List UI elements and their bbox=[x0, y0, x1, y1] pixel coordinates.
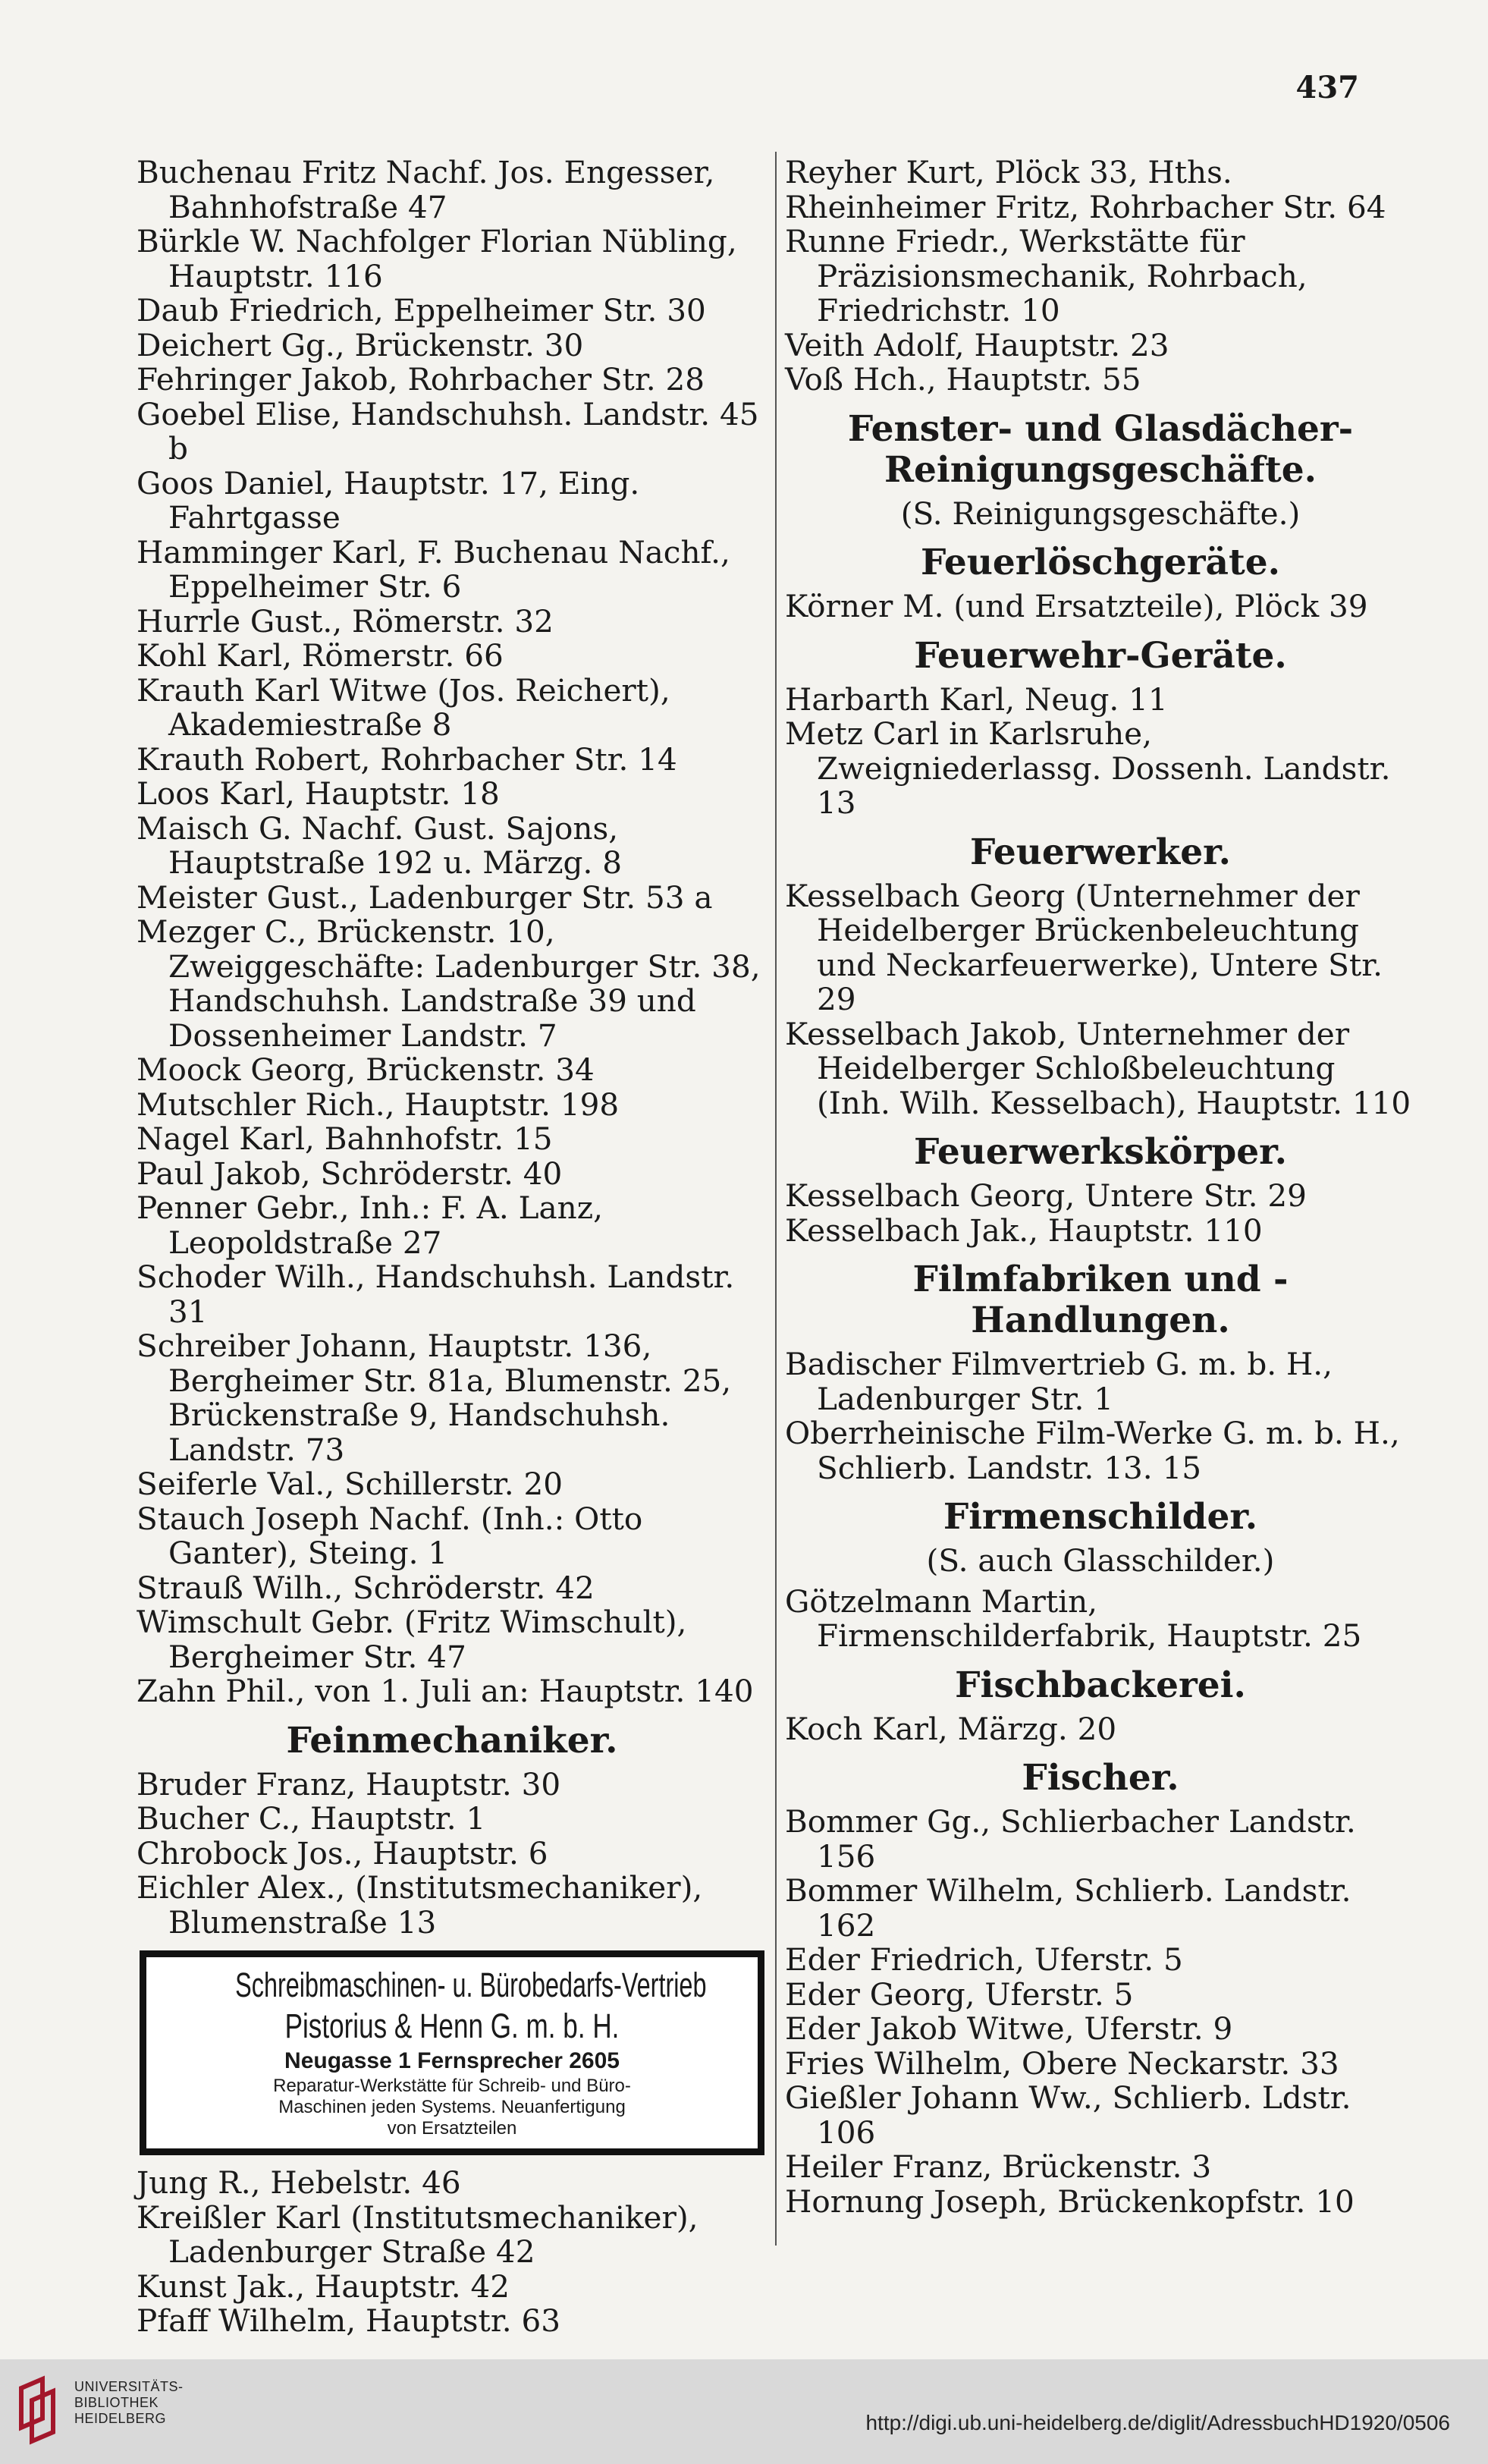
directory-entry: Hornung Joseph, Brückenkopfstr. 10 bbox=[785, 2183, 1355, 2220]
ad-company-name: Pistorius & Henn G. m. b. H. bbox=[284, 2007, 620, 2045]
directory-entry: Kreißler Karl (Institutsmechaniker), Ladenburger Straße 42 bbox=[137, 2198, 698, 2270]
directory-entry: Mezger C., Brückenstr. 10, Zweiggeschäfte: Ladenburger Str. 38, Handschuhsh. Landstraße 39 und Dossenheimer Landstr. 7 bbox=[137, 913, 761, 1054]
directory-entry: Schoder Wilh., Handschuhsh. Landstr. 31 bbox=[137, 1259, 735, 1330]
section-heading: Fenster- und Glasdächer-Reinigungsgeschäfte. bbox=[847, 407, 1354, 491]
directory-entry: Eder Jakob Witwe, Uferstr. 9 bbox=[785, 2010, 1233, 2047]
ad-address-phone: Neugasse 1 Fernsprecher 2605 bbox=[284, 2048, 620, 2073]
library-logo-text bbox=[74, 2379, 184, 2427]
section-heading: Feuerwerker. bbox=[970, 831, 1231, 873]
logo-line: BIBLIOTHEK bbox=[74, 2395, 159, 2410]
directory-entry: Wimschult Gebr. (Fritz Wimschult), Bergheimer Str. 47 bbox=[137, 1604, 687, 1675]
section-heading: Feinmechaniker. bbox=[286, 1719, 618, 1762]
directory-entry: Kesselbach Georg (Unternehmer der Heidelberger Brückenbeleuchtung und Neckarfeuerwerke), Untere Str. 29 bbox=[785, 877, 1383, 1017]
directory-entry: Bommer Gg., Schlierbacher Landstr. 156 bbox=[785, 1803, 1356, 1875]
directory-entry: Oberrheinische Film-Werke G. m. b. H., Schlierb. Landstr. 13. 15 bbox=[785, 1415, 1400, 1486]
directory-entry: Voß Hch., Hauptstr. 55 bbox=[785, 361, 1141, 398]
directory-entry: Deichert Gg., Brückenstr. 30 bbox=[137, 326, 584, 363]
directory-entry: Hurrle Gust., Römerstr. 32 bbox=[137, 602, 554, 640]
directory-entry: Zahn Phil., von 1. Juli an: Hauptstr. 140 bbox=[137, 1673, 754, 1709]
directory-entry: Hamminger Karl, F. Buchenau Nachf., Eppelheimer Str. 6 bbox=[137, 533, 730, 605]
directory-entry: Fehringer Jakob, Rohrbacher Str. 28 bbox=[137, 361, 705, 398]
directory-entry: Buchenau Fritz Nachf. Jos. Engesser, Bahnhofstraße 47 bbox=[137, 154, 715, 225]
logo-line: HEIDELBERG bbox=[74, 2411, 167, 2426]
section-heading: Feuerwerkskörper. bbox=[914, 1131, 1287, 1173]
directory-entry: Bommer Wilhelm, Schlierb. Landstr. 162 bbox=[785, 1872, 1351, 1944]
directory-entry: Rheinheimer Fritz, Rohrbacher Str. 64 bbox=[785, 188, 1386, 225]
directory-entry: Gießler Johann Ww., Schlierb. Ldstr. 106 bbox=[785, 2079, 1351, 2151]
directory-entry: Jung R., Hebelstr. 46 bbox=[137, 2164, 461, 2201]
advertisement-box bbox=[140, 1950, 764, 2155]
ad-text-line: von Ersatzteilen bbox=[387, 2118, 517, 2139]
directory-entry: Paul Jakob, Schröderstr. 40 bbox=[137, 1155, 563, 1192]
directory-entry: Pfaff Wilhelm, Hauptstr. 63 bbox=[137, 2302, 561, 2339]
directory-entry: Eder Friedrich, Uferstr. 5 bbox=[785, 1941, 1183, 1978]
directory-entry: Heiler Franz, Brückenstr. 3 bbox=[785, 2148, 1212, 2185]
section-heading: Feuerlöschgeräte. bbox=[921, 542, 1280, 583]
directory-entry: Krauth Karl Witwe (Jos. Reichert), Akademiestraße 8 bbox=[137, 671, 670, 743]
directory-entry: Loos Karl, Hauptstr. 18 bbox=[137, 775, 500, 812]
source-url-link[interactable]: http://digi.ub.uni-heidelberg.de/diglit/AdressbuchHD1920/0506 bbox=[865, 2411, 1450, 2434]
directory-entry: Götzelmann Martin, Firmenschilderfabrik, Hauptstr. 25 bbox=[785, 1582, 1362, 1654]
directory-entry: Badischer Filmvertrieb G. m. b. H., Ladenburger Str. 1 bbox=[785, 1346, 1333, 1417]
section-heading: Firmenschilder. bbox=[943, 1496, 1258, 1538]
directory-entry: Koch Karl, Märzg. 20 bbox=[785, 1710, 1117, 1747]
section-heading: Fischbackerei. bbox=[955, 1664, 1246, 1706]
cross-reference-note: (S. auch Glasschilder.) bbox=[926, 1542, 1275, 1579]
directory-entry: Moock Georg, Brückenstr. 34 bbox=[137, 1051, 595, 1088]
directory-entry: Kesselbach Jak., Hauptstr. 110 bbox=[785, 1212, 1263, 1249]
section-heading: Fischer. bbox=[1022, 1757, 1179, 1799]
directory-entry: Eichler Alex., (Institutsmechaniker), Blumenstraße 13 bbox=[137, 1869, 703, 1941]
directory-entry: Metz Carl in Karlsruhe, Zweigniederlassg. Dossenh. Landstr. 13 bbox=[785, 715, 1391, 821]
directory-entry: Runne Friedr., Werkstätte für Präzisionsmechanik, Rohrbach, Friedrichstr. 10 bbox=[785, 223, 1307, 328]
directory-entry: Fries Wilhelm, Obere Neckarstr. 33 bbox=[785, 2044, 1339, 2082]
section-heading: Feuerwehr-Geräte. bbox=[914, 634, 1287, 677]
right-column bbox=[785, 156, 1416, 2219]
directory-entry: Bucher C., Hauptstr. 1 bbox=[137, 1800, 486, 1837]
directory-entry: Kunst Jak., Hauptstr. 42 bbox=[137, 2268, 510, 2305]
directory-entry: Goos Daniel, Hauptstr. 17, Eing. Fahrtgasse bbox=[137, 464, 640, 536]
directory-entry: Mutschler Rich., Hauptstr. 198 bbox=[137, 1086, 620, 1123]
directory-entry: Harbarth Karl, Neug. 11 bbox=[785, 680, 1168, 718]
column-divider bbox=[775, 152, 777, 2246]
left-column bbox=[137, 156, 768, 2339]
logo-line: UNIVERSITÄTS- bbox=[74, 2379, 184, 2394]
directory-entry: Goebel Elise, Handschuhsh. Landstr. 45 b bbox=[137, 395, 759, 467]
ad-headline: Schreibmaschinen- u. Bürobedarfs-Vertrieb bbox=[235, 1966, 707, 2004]
directory-entry: Bruder Franz, Hauptstr. 30 bbox=[137, 1765, 561, 1802]
directory-entry: Maisch G. Nachf. Gust. Sajons, Hauptstraße 192 u. Märzg. 8 bbox=[137, 809, 622, 881]
directory-entry: Meister Gust., Ladenburger Str. 53 a bbox=[137, 878, 713, 916]
directory-entry: Stauch Joseph Nachf. (Inh.: Otto Ganter), Steing. 1 bbox=[137, 1500, 643, 1571]
directory-entry: Strauß Wilh., Schröderstr. 42 bbox=[137, 1569, 595, 1606]
directory-entry: Eder Georg, Uferstr. 5 bbox=[785, 1975, 1134, 2013]
cross-reference-note: (S. Reinigungsgeschäfte.) bbox=[900, 495, 1301, 532]
directory-entry: Schreiber Johann, Hauptstr. 136, Bergheimer Str. 81a, Blumenstr. 25, Brückenstraße 9, Handschuhsh. Landstr. 73 bbox=[137, 1328, 732, 1468]
section-heading: Filmfabriken und -Handlungen. bbox=[912, 1259, 1289, 1341]
directory-entry: Reyher Kurt, Plöck 33, Hths. bbox=[785, 154, 1232, 190]
directory-entry: Krauth Robert, Rohrbacher Str. 14 bbox=[137, 740, 677, 778]
directory-entry: Bürkle W. Nachfolger Florian Nübling, Hauptstr. 116 bbox=[137, 223, 737, 294]
directory-entry: Kesselbach Georg, Untere Str. 29 bbox=[785, 1177, 1307, 1214]
ad-text-line: Reparatur-Werkstätte für Schreib- und Büro- bbox=[273, 2076, 631, 2096]
university-library-logo-icon bbox=[15, 2373, 64, 2446]
ad-text-line: Maschinen jeden Systems. Neuanfertigung bbox=[278, 2097, 626, 2117]
directory-entry: Chrobock Jos., Hauptstr. 6 bbox=[137, 1834, 548, 1872]
directory-entry: Nagel Karl, Bahnhofstr. 15 bbox=[137, 1120, 553, 1157]
directory-entry: Körner M. (und Ersatzteile), Plöck 39 bbox=[785, 588, 1368, 624]
directory-entry: Veith Adolf, Hauptstr. 23 bbox=[785, 326, 1169, 363]
directory-entry: Seiferle Val., Schillerstr. 20 bbox=[137, 1466, 563, 1502]
directory-entry: Penner Gebr., Inh.: F. A. Lanz, Leopoldstraße 27 bbox=[137, 1190, 603, 1261]
directory-entry: Kohl Karl, Römerstr. 66 bbox=[137, 637, 504, 674]
directory-entry: Daub Friedrich, Eppelheimer Str. 30 bbox=[137, 292, 706, 328]
directory-entry: Kesselbach Jakob, Unternehmer der Heidelberger Schloßbeleuchtung (Inh. Wilh. Kesselbach), Hauptstr. 110 bbox=[785, 1015, 1411, 1121]
viewer-footer bbox=[0, 2359, 1488, 2464]
page-number: 437 bbox=[1295, 70, 1359, 105]
